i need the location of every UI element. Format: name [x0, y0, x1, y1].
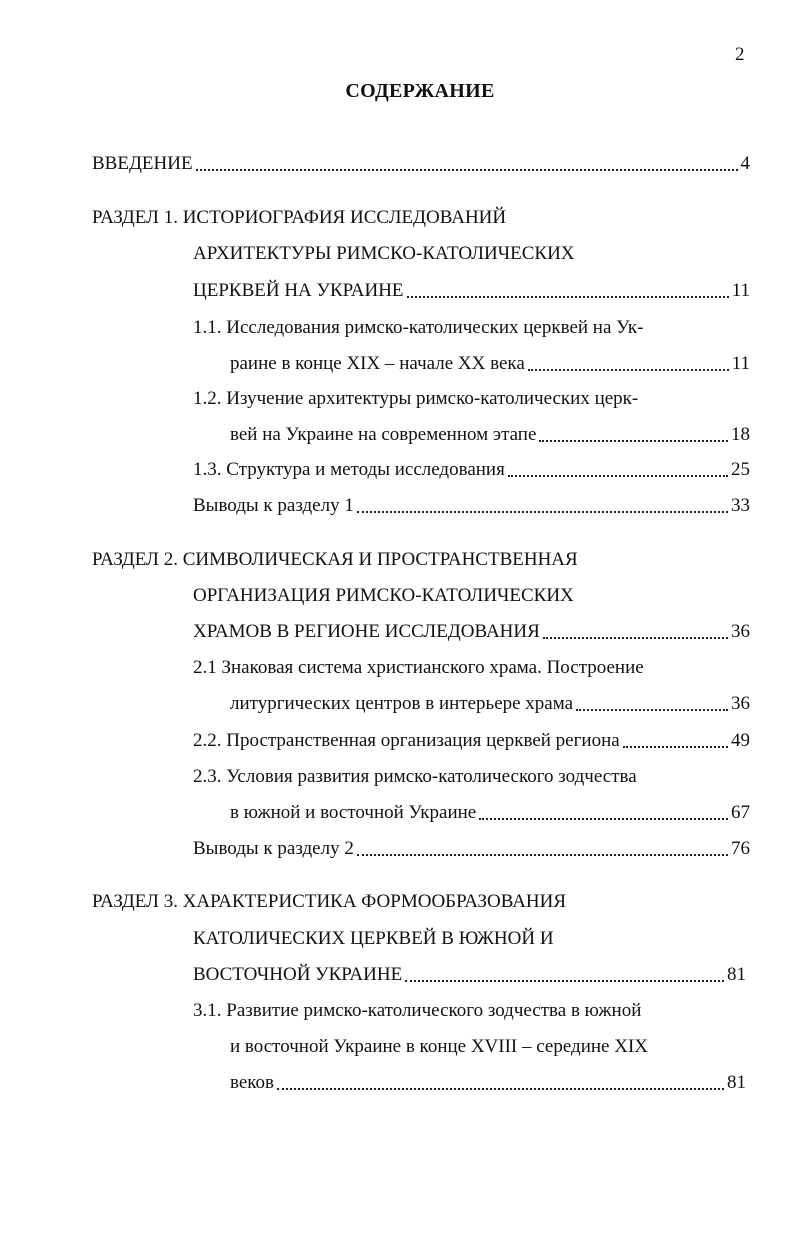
- toc-page-number: 33: [731, 495, 750, 516]
- toc-page-number: 36: [731, 693, 750, 714]
- toc-page-number: 18: [731, 424, 750, 445]
- toc-entry-label: ВОСТОЧНОЙ УКРАИНЕ: [193, 964, 403, 985]
- dot-leader: [277, 1088, 724, 1090]
- toc-page-number: 4: [740, 153, 750, 174]
- toc-entry-label: 2.2. Пространственная организация церквей региона: [193, 730, 620, 751]
- dot-leader: [508, 475, 728, 477]
- toc-page-number: 36: [731, 621, 750, 642]
- page-title: СОДЕРЖАНИЕ: [345, 80, 495, 102]
- toc-entry-label: Выводы к разделу 2: [193, 838, 354, 859]
- toc-page-number: 25: [731, 459, 750, 480]
- toc-entry-label: в южной и восточной Украине: [230, 802, 477, 823]
- toc-entry-label: раине в конце XIX – начале XX века: [230, 353, 525, 374]
- toc-entry-label: Выводы к разделу 1: [193, 495, 354, 516]
- toc-entry-section-1: [193, 279, 750, 303]
- dot-leader: [196, 169, 738, 171]
- toc-subsection: и восточной Украине в конце XVIII – середине XIX: [230, 1036, 648, 1057]
- toc-entry-1-3: [193, 458, 750, 482]
- page-number: 2: [735, 44, 745, 65]
- toc-section-heading: РАЗДЕЛ 1. ИСТОРИОГРАФИЯ ИССЛЕДОВАНИЙ: [92, 207, 507, 228]
- dot-leader: [623, 746, 728, 748]
- toc-entry-introduction: [92, 152, 750, 176]
- toc-page-number: 49: [731, 730, 750, 751]
- toc-section-heading: РАЗДЕЛ 3. ХАРАКТЕРИСТИКА ФОРМООБРАЗОВАНИЯ: [92, 891, 567, 912]
- dot-leader: [543, 637, 728, 639]
- toc-entry-conclusions-1: [193, 494, 750, 518]
- toc-entry-conclusions-2: [193, 837, 750, 861]
- toc-section-heading: РАЗДЕЛ 2. СИМВОЛИЧЕСКАЯ И ПРОСТРАНСТВЕННАЯ: [92, 549, 578, 570]
- toc-entry-label: ХРАМОВ В РЕГИОНЕ ИССЛЕДОВАНИЯ: [193, 621, 540, 642]
- dot-leader: [576, 709, 728, 711]
- toc-entry-3-1: [230, 1071, 746, 1095]
- toc-entry-section-3: [193, 963, 746, 987]
- toc-entry-section-2: [193, 620, 750, 644]
- toc-page-number: 67: [731, 802, 750, 823]
- toc-subsection: 1.2. Изучение архитектуры римско-католических церк-: [193, 388, 639, 409]
- toc-section-heading: ОРГАНИЗАЦИЯ РИМСКО-КАТОЛИЧЕСКИХ: [193, 585, 574, 606]
- toc-page-number: 11: [731, 280, 750, 301]
- dot-leader: [357, 854, 728, 856]
- dot-leader: [528, 369, 729, 371]
- toc-entry-2-2: [193, 729, 750, 753]
- toc-entry-2-3: [230, 801, 750, 825]
- toc-page-number: 81: [727, 964, 746, 985]
- toc-entry-1-2: [230, 423, 750, 447]
- toc-page-number: 11: [731, 353, 750, 374]
- toc-page-number: 81: [727, 1072, 746, 1093]
- toc-entry-1-1: [230, 352, 750, 376]
- toc-subsection: 3.1. Развитие римско-католического зодчества в южной: [193, 1000, 642, 1021]
- dot-leader: [479, 818, 728, 820]
- toc-entry-2-1: [230, 692, 750, 716]
- toc-entry-label: 1.3. Структура и методы исследования: [193, 459, 505, 480]
- toc-entry-label: вей на Украине на современном этапе: [230, 424, 537, 445]
- toc-entry-label: веков: [230, 1072, 275, 1093]
- toc-entry-label: ВВЕДЕНИЕ: [92, 153, 193, 174]
- toc-subsection: 1.1. Исследования римско-католических церквей на Ук-: [193, 317, 644, 338]
- toc-subsection: 2.3. Условия развития римско-католического зодчества: [193, 766, 637, 787]
- toc-page-number: 76: [731, 838, 750, 859]
- toc-subsection: 2.1 Знаковая система христианского храма. Построение: [193, 657, 644, 678]
- toc-entry-label: ЦЕРКВЕЙ НА УКРАИНЕ: [193, 280, 404, 301]
- dot-leader: [539, 440, 728, 442]
- dot-leader: [407, 296, 729, 298]
- toc-entry-label: литургических центров в интерьере храма: [230, 693, 574, 714]
- toc-section-heading: АРХИТЕКТУРЫ РИМСКО-КАТОЛИЧЕСКИХ: [193, 243, 575, 264]
- dot-leader: [405, 980, 724, 982]
- toc-section-heading: КАТОЛИЧЕСКИХ ЦЕРКВЕЙ В ЮЖНОЙ И: [193, 928, 554, 949]
- dot-leader: [357, 511, 728, 513]
